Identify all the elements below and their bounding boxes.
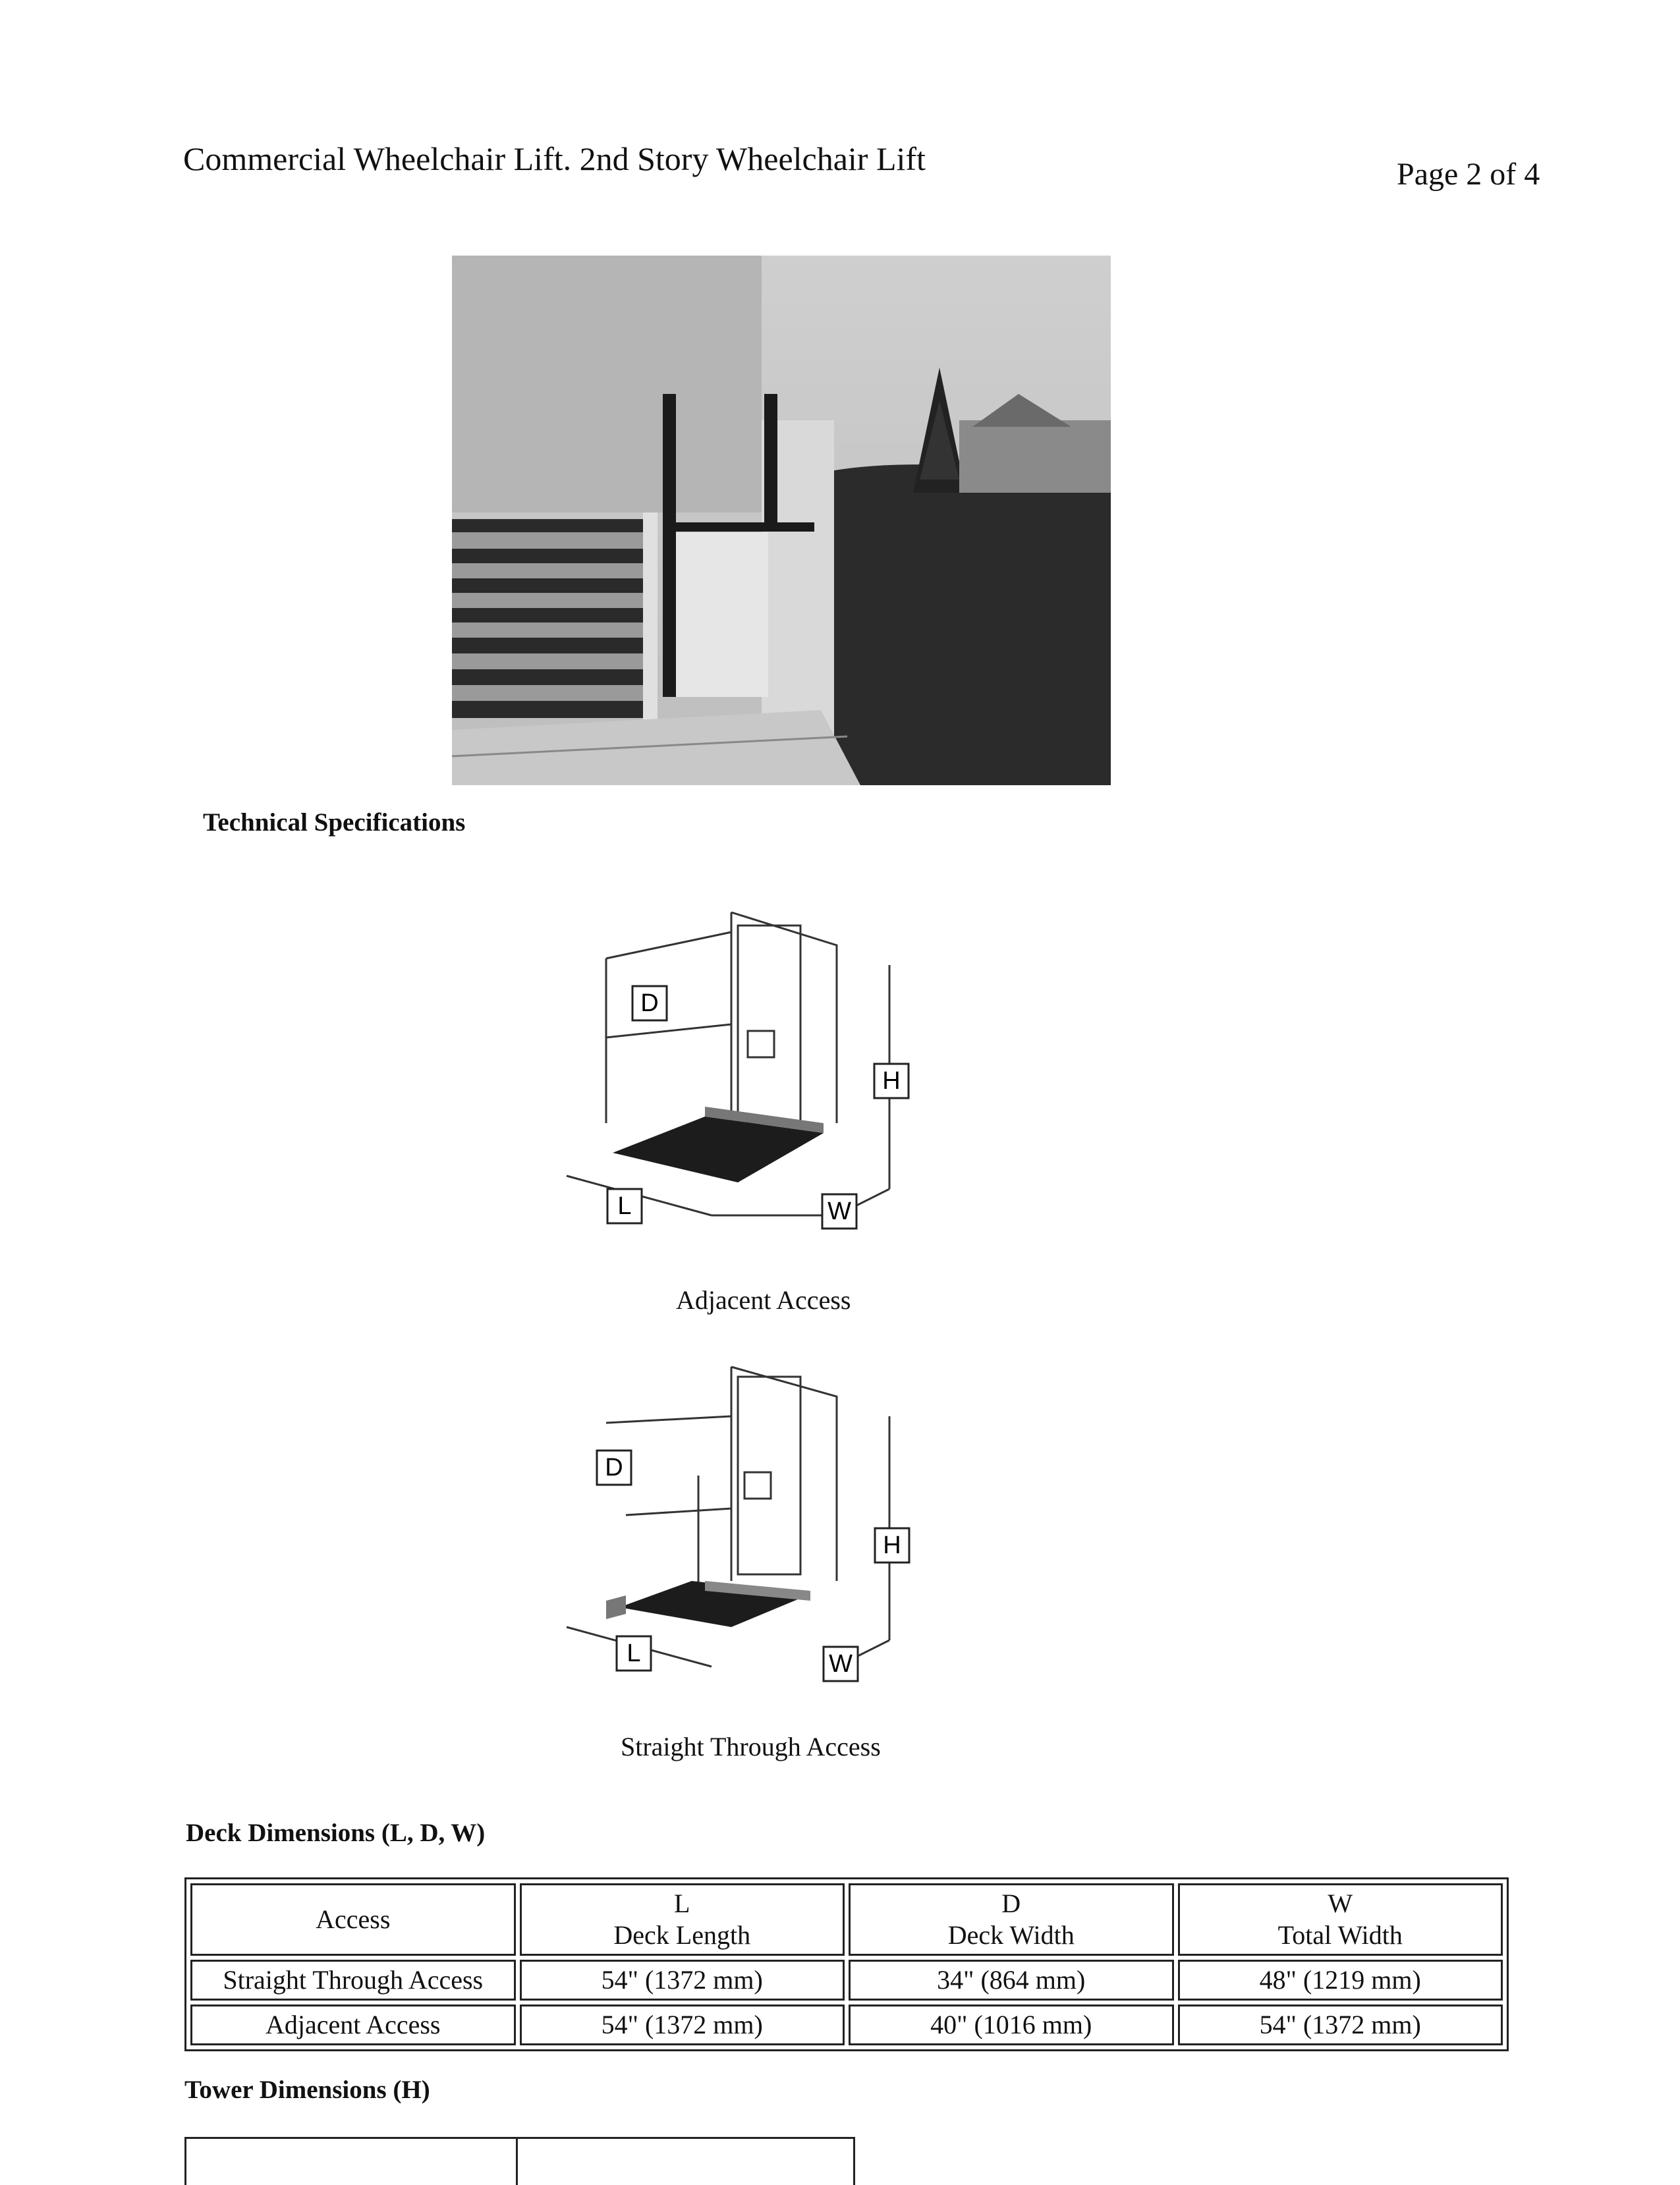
svg-text:H: H: [883, 1532, 901, 1559]
dimension-label-d: [632, 986, 667, 1020]
straight-through-access-diagram: [560, 1364, 929, 1693]
table-cell: 48" (1219 mm): [1178, 1960, 1503, 2001]
header-cell-deck-length: L Deck Length: [520, 1883, 845, 1956]
straight-through-access-caption: Straight Through Access: [621, 1732, 881, 1761]
dimension-label-w: [822, 1194, 856, 1229]
table-divider: [516, 2139, 518, 2185]
svg-text:W: W: [827, 1198, 851, 1225]
table-cell: 40" (1016 mm): [849, 2005, 1174, 2045]
page-number: Page 2 of 4: [1397, 157, 1540, 192]
table-cell: Straight Through Access: [190, 1960, 516, 2001]
svg-text:D: D: [640, 989, 659, 1017]
table-row: [190, 2005, 1503, 2045]
dimension-label-h: [874, 1064, 909, 1098]
svg-text:H: H: [882, 1067, 901, 1095]
svg-text:L: L: [617, 1192, 632, 1220]
dimension-label-d: [597, 1451, 631, 1485]
lift-photo: [452, 256, 1111, 785]
dimension-label-l: [617, 1636, 651, 1671]
table-cell: 54" (1372 mm): [520, 1960, 845, 2001]
deck-dimensions-heading: Deck Dimensions (L, D, W): [186, 1819, 486, 1847]
svg-text:W: W: [829, 1650, 853, 1678]
document-title: Commercial Wheelchair Lift. 2nd Story Wheelchair Lift: [183, 140, 926, 177]
adjacent-access-diagram: [560, 906, 929, 1235]
svg-text:D: D: [605, 1454, 623, 1481]
svg-text:L: L: [627, 1640, 641, 1667]
dimension-label-l: [607, 1189, 642, 1223]
adjacent-access-caption: Adjacent Access: [676, 1285, 851, 1315]
table-cell: 34" (864 mm): [849, 1960, 1174, 2001]
header-cell-deck-width: D Deck Width: [849, 1883, 1174, 1956]
table-header-row: [190, 1883, 1503, 1956]
tower-dimensions-heading: Tower Dimensions (H): [184, 2076, 430, 2104]
header-cell-total-width: W Total Width: [1178, 1883, 1503, 1956]
technical-specifications-heading: Technical Specifications: [203, 808, 466, 837]
dimension-label-w: [824, 1647, 858, 1681]
table-row: [190, 1960, 1503, 2001]
header-cell-access: Access: [190, 1883, 516, 1956]
table-cell: Adjacent Access: [190, 2005, 516, 2045]
table-cell: 54" (1372 mm): [520, 2005, 845, 2045]
dimension-label-h: [875, 1528, 909, 1563]
deck-dimensions-table: [184, 1877, 1509, 2051]
table-cell: 54" (1372 mm): [1178, 2005, 1503, 2045]
tower-dimensions-table: [184, 2137, 855, 2185]
